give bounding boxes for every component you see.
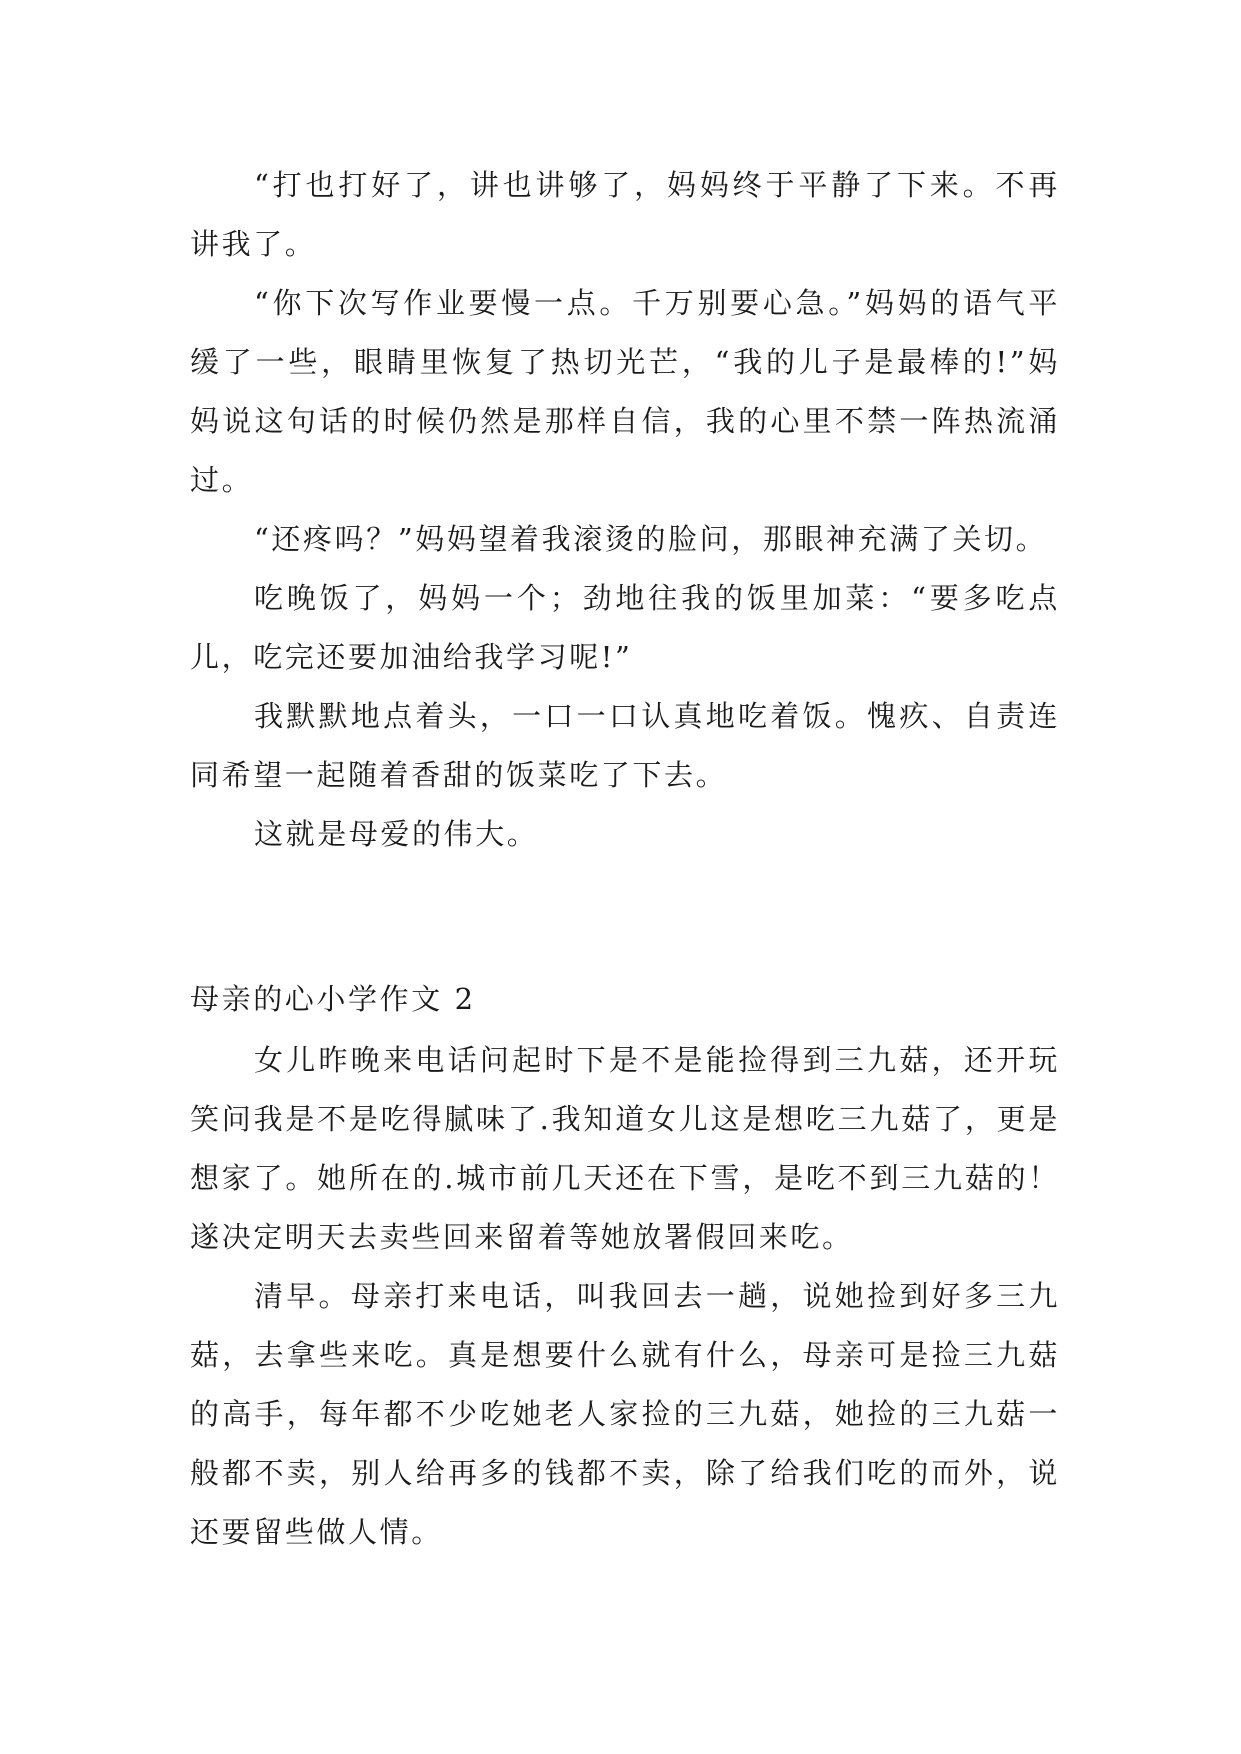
essay-one-body xyxy=(190,156,1060,864)
paragraph: “你下次写作业要慢一点。千万别要心急。”妈妈的语气平缓了一些，眼睛里恢复了热切光芒，“我的儿子是最棒的!”妈妈说这句话的时候仍然是那样自信，我的心里不禁一阵热流涌过。 xyxy=(190,286,1060,497)
paragraph: 这就是母爱的伟大。 xyxy=(254,817,539,851)
paragraph: “还疼吗？”妈妈望着我滚烫的脸问，那眼神充满了关切。 xyxy=(254,522,1048,556)
paragraph: 我默默地点着头，一口一口认真地吃着饭。愧疚、自责连同希望一起随着香甜的饭菜吃了下去。 xyxy=(190,699,1060,792)
paragraph: 吃晚饭了，妈妈一个；劲地往我的饭里加菜：“要多吃点儿，吃完还要加油给我学习呢!” xyxy=(190,581,1060,674)
paragraph: “打也打好了，讲也讲够了，妈妈终于平静了下来。不再讲我了。 xyxy=(190,168,1060,261)
paragraph: 清早。母亲打来电话，叫我回去一趟，说她捡到好多三九菇，去拿些来吃。真是想要什么就有什么，母亲可是捡三九菇的高手，每年都不少吃她老人家捡的三九菇，她捡的三九菇一般都不卖，别人给再多的钱都不卖，除了给我们吃的而外，说还要留些做人情。 xyxy=(190,1279,1060,1549)
essay-two-title: 母亲的心小学作文 2 xyxy=(190,982,476,1016)
paragraph: 女儿昨晚来电话问起时下是不是能捡得到三九菇，还开玩笑问我是不是吃得腻味了.我知道女儿这是想吃三九菇了，更是想家了。她所在的.城市前几天还在下雪，是吃不到三九菇的！遂决定明天去卖些回来留着等她放署假回来吃。 xyxy=(190,1043,1060,1254)
essay-two-body xyxy=(190,1031,1060,1562)
